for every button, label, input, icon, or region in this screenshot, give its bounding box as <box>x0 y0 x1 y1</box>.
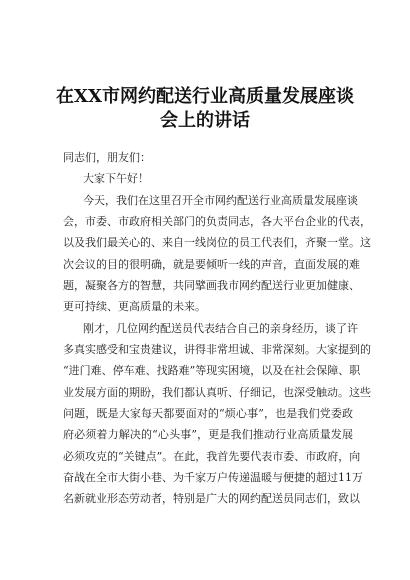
paragraph-1-line: 次会议的目的很明确，就是要倾听一线的声音，直面发展的难 <box>63 258 360 271</box>
greeting: 大家下午好！ <box>83 172 149 185</box>
paragraph-2-line: 业发展方面的期盼，我们都认真听、仔细记，也深受触动。这些 <box>63 386 371 399</box>
paragraph-2-line: “进门难、停车难、找路难”等现实困境，以及在社会保障、职 <box>63 364 361 377</box>
paragraph-1-line: 题，凝聚各方的智慧，共同擘画我市网约配送行业更加健康、 <box>63 279 360 292</box>
salutation: 同志们，朋友们： <box>63 151 151 164</box>
paragraph-2-line: 名新就业形态劳动者，特别是广大的网约配送员同志们，致以 <box>63 492 360 505</box>
paragraph-1-line: 更可持续、更高质量的未来。 <box>63 300 206 313</box>
paragraph-1-line: 以及我们最关心的、来自一线岗位的员工代表们，齐聚一堂。这 <box>63 236 371 249</box>
paragraph-2-line: 问题，既是大家每天都要面对的“烦心事”，也是我们党委政 <box>63 407 353 420</box>
paragraph-2-line: 刚才，几位网约配送员代表结合自己的亲身经历，谈了许 <box>83 322 358 335</box>
paragraph-1-line: 今天，我们在这里召开全市网约配送行业高质量发展座谈 <box>83 194 358 207</box>
document-title-line-2: 会上的讲话 <box>160 110 250 131</box>
paragraph-2-line: 多真实感受和宝贵建议，讲得非常坦诚、非常深刻。大家提到的 <box>63 343 371 356</box>
paragraph-2-line: 必须攻克的“关键点”。在此，我首先要代表市委、市政府，向 <box>63 450 361 463</box>
document-title-line-1: 在XX市网约配送行业高质量发展座谈 <box>56 86 354 107</box>
paragraph-1-line: 会，市委、市政府相关部门的负责同志，各大平台企业的代表， <box>63 215 371 228</box>
paragraph-2-line: 府必须着力解决的“心头事”，更是我们推动行业高质量发展 <box>63 428 353 441</box>
paragraph-2-line: 奋战在全市大街小巷、为千家万户传递温暖与便捷的超过11万 <box>63 471 363 484</box>
